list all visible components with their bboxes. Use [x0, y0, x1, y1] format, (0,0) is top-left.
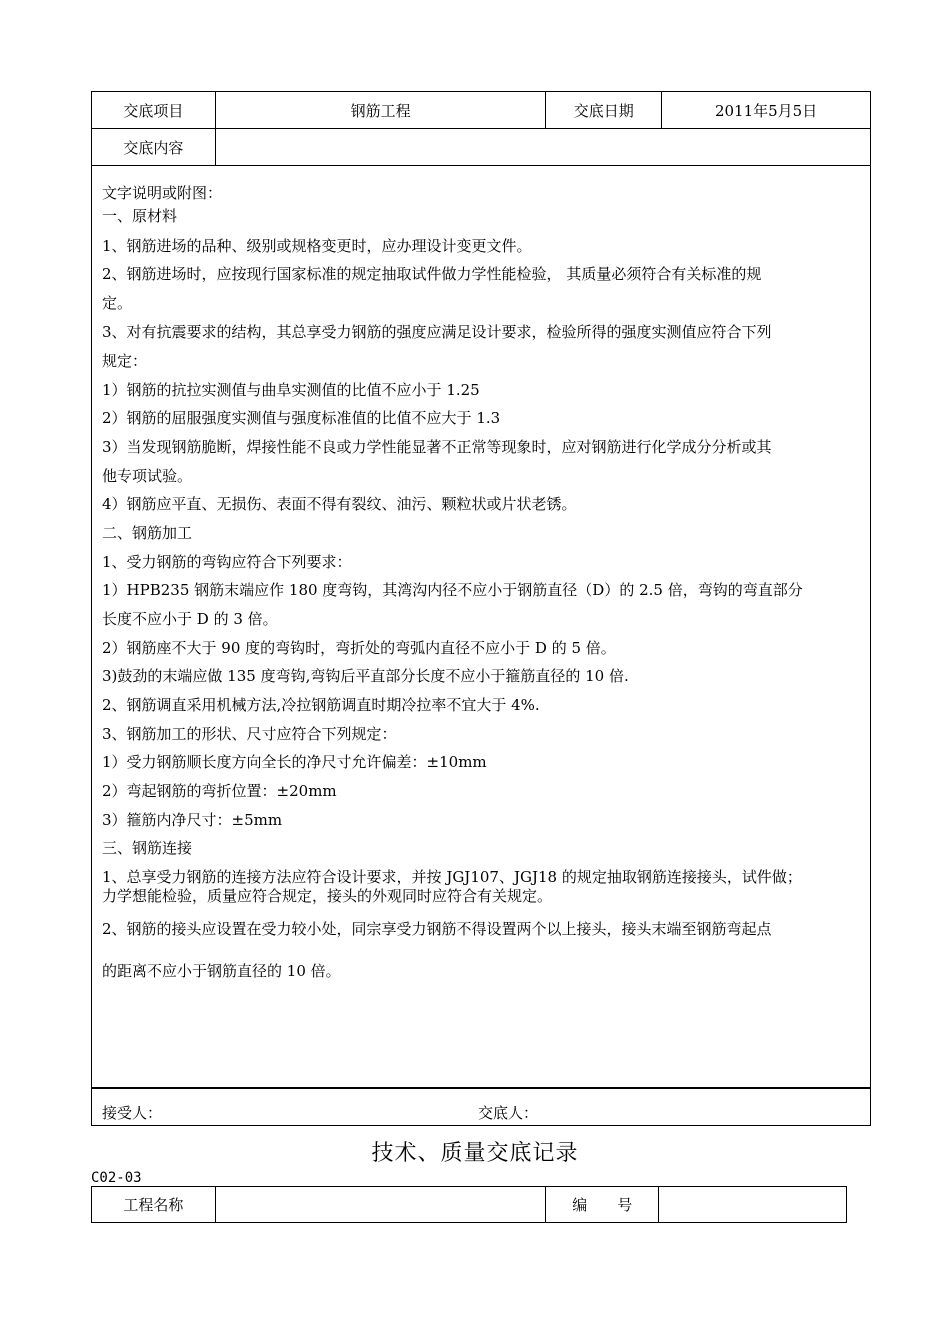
content-line: 长度不应小于 D 的 3 倍。 [102, 610, 278, 628]
content-line: 二、钢筋加工 [102, 524, 193, 542]
content-line: 4）钢筋应平直、无损伤、表面不得有裂纹、油污、颗粒状或片状老锈。 [102, 495, 577, 513]
content-line: 3）箍筋内净尺寸：±5mm [102, 811, 283, 829]
header-row-content [92, 129, 871, 166]
content-line: 2、钢筋的接头应设置在受力较小处，同宗享受力钢筋不得设置两个以上接头，接头末端至钢筋弯起点 [102, 920, 772, 938]
content-line: 1）钢筋的抗拉实测值与曲阜实测值的比值不应小于 1.25 [102, 381, 480, 399]
content-line: 1）受力钢筋顺长度方向全长的净尺寸允许偏差：±10mm [102, 753, 487, 771]
receiver-label: 接受人： [102, 1104, 163, 1122]
content-line: 一、原材料 [102, 207, 178, 225]
disclosure-header-table [91, 91, 871, 166]
content-label: 交底内容 [92, 129, 216, 166]
header-row-item [92, 92, 871, 129]
item-label: 交底项目 [92, 92, 216, 129]
content-line: 1、钢筋进场的品种、级别或规格变更时，应办理设计变更文件。 [102, 237, 532, 255]
content-line: 三、钢筋连接 [102, 839, 193, 857]
content-line: 3、对有抗震要求的结构，其总享受力钢筋的强度应满足设计要求，检验所得的强度实测值应符合下列 [102, 323, 772, 341]
project-info-table [91, 1186, 847, 1223]
project-info-row [92, 1187, 847, 1223]
number-value [659, 1187, 847, 1223]
record-title: 技术、质量交底记录 [371, 1141, 579, 1166]
date-value: 2011年5月5日 [662, 92, 871, 129]
discloser-label: 交底人： [478, 1104, 539, 1122]
content-line: 3）当发现钢筋脆断，焊接性能不良或力学性能显著不正常等现象时，应对钢筋进行化学成分分析或其 [102, 438, 772, 456]
content-line: 2、钢筋调直采用机械方法,冷拉钢筋调直时期冷拉率不宜大于 4%. [102, 696, 540, 714]
item-value: 钢筋工程 [215, 92, 546, 129]
content-line: 1、总享受力钢筋的连接方法应符合设计要求，并按 JGJ107、JGJ18 的规定抽取钢筋连接接头，试件做； [102, 868, 802, 886]
content-line: 2）钢筋座不大于 90 度的弯钩时，弯折处的弯弧内直径不应小于 D 的 5 倍。 [102, 639, 616, 657]
project-name-value [215, 1187, 546, 1223]
content-line: 定。 [102, 294, 133, 312]
disclosure-content-box [91, 165, 871, 1088]
signature-row [91, 1088, 871, 1126]
content-line: 1、受力钢筋的弯钩应符合下列要求： [102, 553, 352, 571]
content-line: 2）弯起钢筋的弯折位置：±20mm [102, 782, 337, 800]
date-label: 交底日期 [546, 92, 662, 129]
content-line: 3)鼓劲的末端应做 135 度弯钩,弯钩后平直部分长度不应小于箍筋直径的 10 倍. [102, 667, 629, 685]
content-line: 的距离不应小于钢筋直径的 10 倍。 [102, 962, 341, 980]
content-value [215, 129, 870, 166]
project-name-label: 工程名称 [92, 1187, 216, 1223]
content-line: 2）钢筋的屈服强度实测值与强度标准值的比值不应大于 1.3 [102, 409, 501, 427]
content-line: 1）HPB235 钢筋末端应作 180 度弯钩，其湾沟内径不应小于钢筋直径（D）的 2.5 倍，弯钩的弯直部分 [102, 581, 803, 599]
content-line: 他专项试验。 [102, 467, 193, 485]
content-line: 规定： [102, 352, 148, 370]
number-label: 编 号 [546, 1187, 659, 1223]
content-line: 3、钢筋加工的形状、尺寸应符合下列规定： [102, 725, 397, 743]
content-line: 力学想能检验，质量应符合规定，接头的外观同时应符合有关规定。 [102, 887, 553, 905]
content-line: 2、钢筋进场时，应按现行国家标准的规定抽取试件做力学性能检验， 其质量必须符合有关标准的规 [102, 265, 762, 283]
content-line: 文字说明或附图： [102, 184, 223, 202]
form-code: C02-03 [91, 1170, 142, 1186]
